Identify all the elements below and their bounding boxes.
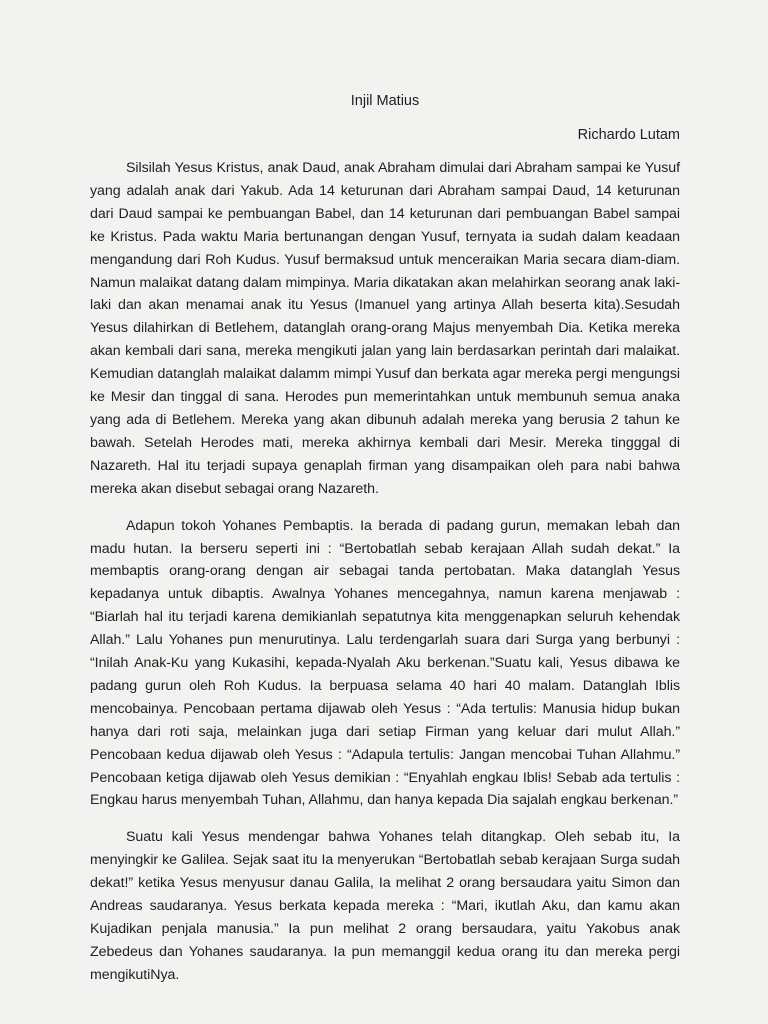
paragraph-2: Adapun tokoh Yohanes Pembaptis. Ia berada di padang gurun, memakan lebah dan madu hutan. Ia berseru seperti ini : “Bertobatlah sebab kerajaan Allah sudah dekat.” Ia membaptis orang-orang dengan air sebagai tanda pertobatan. Maka datanglah Yesus kepadanya untuk dibaptis. Awalnya Yohanes mencegahnya, namun karena menjawab : “Biarlah hal itu terjadi karena demikianlah sepatutnya kita menggenapkan seluruh kehendak Allah.” Lalu Yohanes pun menurutinya. Lalu terdengarlah suara dari Surga yang berbunyi : “Inilah Anak-Ku yang Kukasihi, kepada-Nyalah Aku berkenan.”Suatu kali, Yesus dibawa ke padang gurun oleh Roh Kudus. Ia berpuasa selama 40 hari 40 malam. Datanglah Iblis mencobainya. Pencobaan pertama dijawab oleh Yesus : “Ada tertulis: Manusia hidup bukan hanya dari roti saja, melainkan juga dari setiap Firman yang keluar dari mulut Allah.” Pencobaan kedua dijawab oleh Yesus : “Adapula tertulis: Jangan mencobai Tuhan Allahmu.” Pencobaan ketiga dijawab oleh Yesus demikian : “Enyahlah engkau Iblis! Sebab ada tertulis : Engkau harus menyembah Tuhan, Allahmu, dan hanya kepada Dia sajalah engkau berkenan.”: [90, 517, 680, 809]
paragraph-1: Silsilah Yesus Kristus, anak Daud, anak Abraham dimulai dari Abraham sampai ke Yusuf yang adalah anak dari Yakub. Ada 14 keturunan dari Abraham sampai Daud, 14 keturunan dari Daud sampai ke pembuangan Babel, dan 14 keturunan dari pembuangan Babel sampai ke Kristus. Pada waktu Maria bertunangan dengan Yusuf, ternyata ia sudah dalam keadaan mengandung dari Roh Kudus. Yusuf bermaksud untuk menceraikan Maria secara diam-diam. Namun malaikat datang dalam mimpinya. Maria dikatakan akan melahirkan seorang anak laki-laki dan akan menamai anak itu Yesus (Imanuel yang artinya Allah beserta kita).Sesudah Yesus dilahirkan di Betlehem, datanglah orang-orang Majus menyembah Dia. Ketika mereka akan kembali dari sana, mereka mengikuti jalan yang lain berdasarkan perintah dari malaikat. Kemudian datanglah malaikat dalamm mimpi Yusuf dan berkata agar mereka pergi mengungsi ke Mesir dan tinggal di sana. Herodes pun memerintahkan untuk membunuh semua anaka yang ada di Betlehem. Mereka yang akan dibunuh adalah mereka yang berusia 2 tahun ke bawah. Setelah Herodes mati, mereka akhirnya kembali dari Mesir. Mereka tingggal di Nazareth. Hal itu terjadi supaya genaplah firman yang disampaikan oleh para nabi bahwa mereka akan disebut sebagai orang Nazareth.: [90, 160, 680, 497]
document-title: Injil Matius: [350, 93, 420, 109]
author-name: Richardo Lutam: [577, 127, 680, 143]
paragraph-3: Suatu kali Yesus mendengar bahwa Yohanes telah ditangkap. Oleh sebab itu, Ia menyingkir ke Galilea. Sejak saat itu Ia menyerukan “Bertobatlah sebab kerajaan Surga sudah dekat!” ketika Yesus menyusur danau Galila, Ia melihat 2 orang bersaudara yaitu Simon dan Andreas saudaranya. Yesus berkata kepada mereka : “Mari, ikutlah Aku, dan kamu akan Kujadikan penjala manusia.” Ia pun melihat 2 orang bersaudara, yaitu Yakobus anak Zebedeus dan Yohanes saudaranya. Ia pun memanggil kedua orang itu dan mereka pergi mengikutiNya.: [90, 829, 680, 983]
